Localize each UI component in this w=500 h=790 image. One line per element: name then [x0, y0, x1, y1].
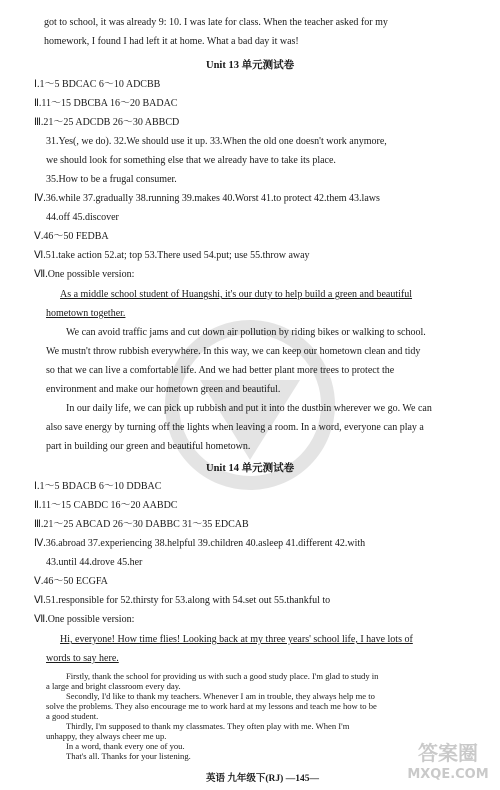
logo-cn-text: 答案圈: [418, 741, 478, 765]
unit14-essay-underlined-2: words to say here.: [46, 653, 119, 664]
unit13-essay-line-3: so that we can live a comfortable life. And we had better plant more trees to protect the: [46, 365, 395, 376]
unit14-essay-line-3: Secondly, I'd like to thank my teachers. Whenever I am in trouble, they always help me to: [66, 691, 375, 701]
unit14-section-1: Ⅰ.1～5 BDACB 6～10 DDBAC: [34, 481, 162, 492]
unit14-section-4-a: Ⅳ.36.abroad 37.experiencing 38.helpful 39.children 40.asleep 41.different 42.with: [34, 538, 366, 549]
unit13-section-8: Ⅶ.One possible version:: [34, 269, 135, 280]
unit13-essay-line-2: We mustn't throw rubbish everywhere. In this way, we can keep our hometown clean and tidy: [46, 346, 421, 357]
unit14-section-3: Ⅲ.21～25 ABCAD 26～30 DABBC 31～35 EDCAB: [34, 519, 249, 530]
prev-essay-line-2: homework, I found I had left it at home. What a bad day it was!: [44, 36, 299, 47]
unit14-essay-line-6: Thirdly, I'm supposed to thank my classmates. They often play with me. When I'm: [66, 721, 350, 731]
unit14-essay-underlined-1: Hi, everyone! How time flies! Looking back at my three years' school life, I have lots of: [60, 634, 413, 645]
prev-essay-line-1: got to school, it was already 9: 10. I was late for class. When the teacher asked for my: [44, 17, 388, 28]
unit14-title: Unit 14 单元测试卷: [206, 463, 295, 474]
unit14-essay-line-5: a good student.: [46, 711, 99, 721]
unit13-essay-line-4: environment and make our hometown green and beautiful.: [46, 384, 281, 395]
unit14-section-2: Ⅱ.11～15 CABDC 16～20 AABDC: [34, 500, 178, 511]
unit13-section-7: Ⅵ.51.take action 52.at; top 53.There used 54.put; use 55.throw away: [34, 250, 310, 261]
unit13-section-4-b: we should look for something else that we already have to take its place.: [46, 155, 336, 166]
unit13-section-5-a: Ⅳ.36.while 37.gradually 38.running 39.makes 40.Worst 41.to protect 42.them 43.laws: [34, 193, 380, 204]
unit13-section-5-b: 44.off 45.discover: [46, 212, 119, 223]
unit14-essay-line-2: a large and bright classroom every day.: [46, 681, 181, 691]
unit13-section-6: Ⅴ.46～50 FEDBA: [34, 231, 109, 242]
unit13-essay-underlined-1: As a middle school student of Huangshi, it's our duty to help build a green and beautiful: [60, 289, 413, 300]
unit13-section-1: Ⅰ.1～5 BDCAC 6～10 ADCBB: [34, 79, 161, 90]
unit14-essay-line-9: That's all. Thanks for your listening.: [66, 751, 191, 761]
unit14-essay-line-8: In a word, thank every one of you.: [66, 741, 185, 751]
site-logo-icon: [402, 736, 494, 784]
unit13-essay-line-5: In our daily life, we can pick up rubbish and put it into the dustbin wherever we go. We can: [66, 403, 432, 414]
logo-en-text: MXQE.COM: [407, 767, 489, 782]
unit13-title: Unit 13 单元测试卷: [206, 60, 295, 71]
unit14-section-7: Ⅶ.One possible version:: [34, 614, 135, 625]
unit13-section-4-a: 31.Yes(, we do). 32.We should use it up. 33.When the old one doesn't work anymore,: [46, 136, 387, 147]
unit13-essay-line-6: also save energy by turning off the lights when leaving a room. In a word, everyone can play a: [46, 422, 424, 433]
unit14-section-6: Ⅵ.51.responsible for 52.thirsty for 53.along with 54.set out 55.thankful to: [34, 595, 331, 606]
page-footer: 英语 九年级下(RJ) —145—: [206, 774, 319, 784]
unit13-essay-underlined-2: hometown together.: [46, 308, 126, 319]
unit14-section-5: Ⅴ.46～50 ECGFA: [34, 576, 108, 587]
unit14-essay-line-4: solve the problems. They also encourage me to work hard at my lessons and teach me how to be: [46, 701, 377, 711]
unit13-section-2: Ⅱ.11～15 DBCBA 16～20 BADAC: [34, 98, 178, 109]
unit14-essay-line-7: unhappy, they always cheer me up.: [46, 731, 167, 741]
unit13-section-4-c: 35.How to be a frugal consumer.: [46, 174, 177, 185]
unit13-essay-line-7: part in building our green and beautiful hometown.: [46, 441, 251, 452]
unit13-section-3: Ⅲ.21～25 ADCDB 26～30 ABBCD: [34, 117, 180, 128]
unit13-essay-line-1: We can avoid traffic jams and cut down air pollution by riding bikes or walking to school.: [66, 327, 426, 338]
unit14-essay-line-1: Firstly, thank the school for providing us with such a good study place. I'm glad to study in: [66, 671, 379, 681]
unit14-section-4-b: 43.until 44.drove 45.her: [46, 557, 143, 568]
